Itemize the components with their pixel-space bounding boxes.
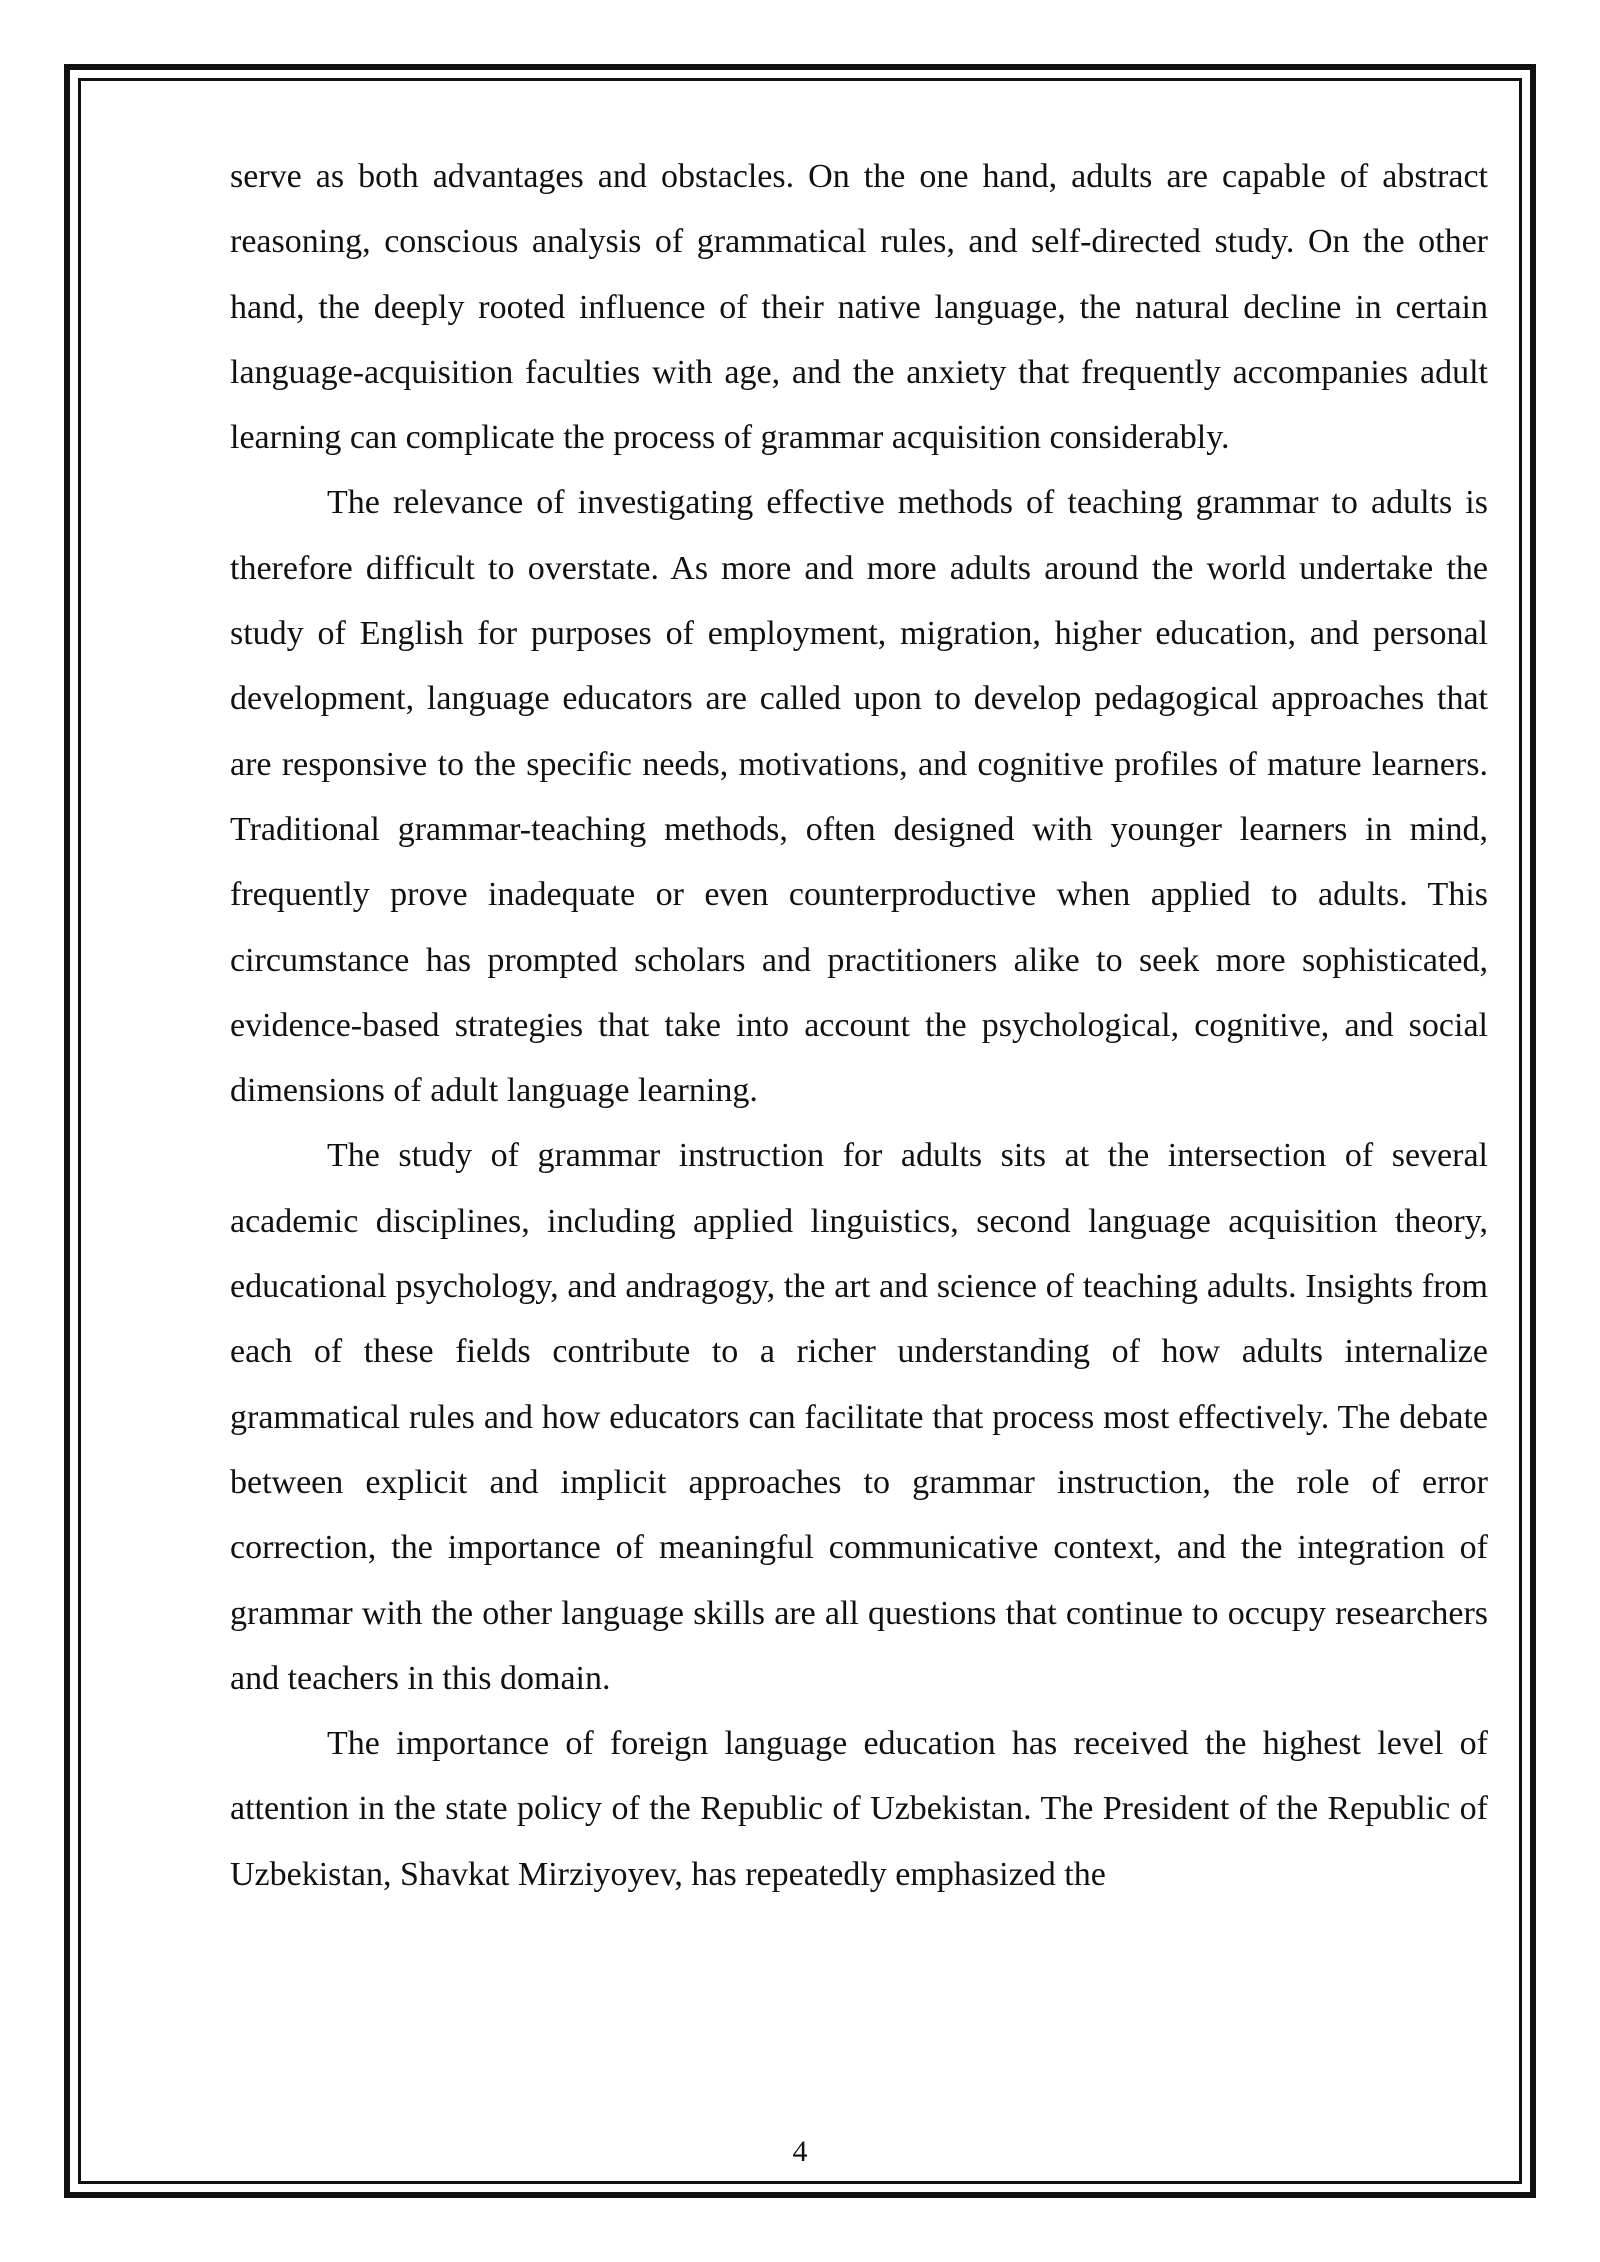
paragraph-continuation: serve as both advantages and obstacles. On the one hand, adults are capable of abstract reasoning, conscious analysis of grammatical rules, and self-directed study. On the other hand, the deeply rooted influence of their native language, the natural decline in certain language-acquisition faculties with age, and the anxiety that frequently accompanies adult learning can complicate the process of grammar acquisition considerably. <box>230 158 1488 457</box>
paragraph-relevance: The relevance of investigating effective methods of teaching grammar to adults is therefore difficult to overstate. As more and more adults around the world undertake the study of English for purposes of employment, migration, higher education, and personal development, language educators are called upon to develop pedagogical approaches that are responsive to the specific needs, motivations, and cognitive profiles of mature learners. Traditional grammar-teaching methods, often designed with younger learners in mind, frequently prove inadequate or even counterproductive when applied to adults. This circumstance has prompted scholars and practitioners alike to seek more sophisticated, evidence-based strategies that take into account the psychological, cognitive, and social dimensions of adult language learning. <box>230 484 1488 1110</box>
page-number: 4 <box>792 2135 808 2168</box>
paragraph-disciplines: The study of grammar instruction for adults sits at the intersection of several academic disciplines, including applied linguistics, second language acquisition theory, educational psychology, and andragogy, the art and science of teaching adults. Insights from each of these fields contribute to a richer understanding of how adults internalize grammatical rules and how educators can facilitate that process most effectively. The debate between explicit and implicit approaches to grammar instruction, the role of error correction, the importance of meaningful communicative context, and the integration of grammar with the other language skills are all questions that continue to occupy researchers and teachers in this domain. <box>230 1137 1488 1697</box>
document-body <box>230 144 1488 1907</box>
paragraph-state-policy: The importance of foreign language education has received the highest level of attention in the state policy of the Republic of Uzbekistan. The President of the Republic of Uzbekistan, Shavkat Mirziyoyev, has repeatedly emphasized the <box>230 1725 1488 1893</box>
